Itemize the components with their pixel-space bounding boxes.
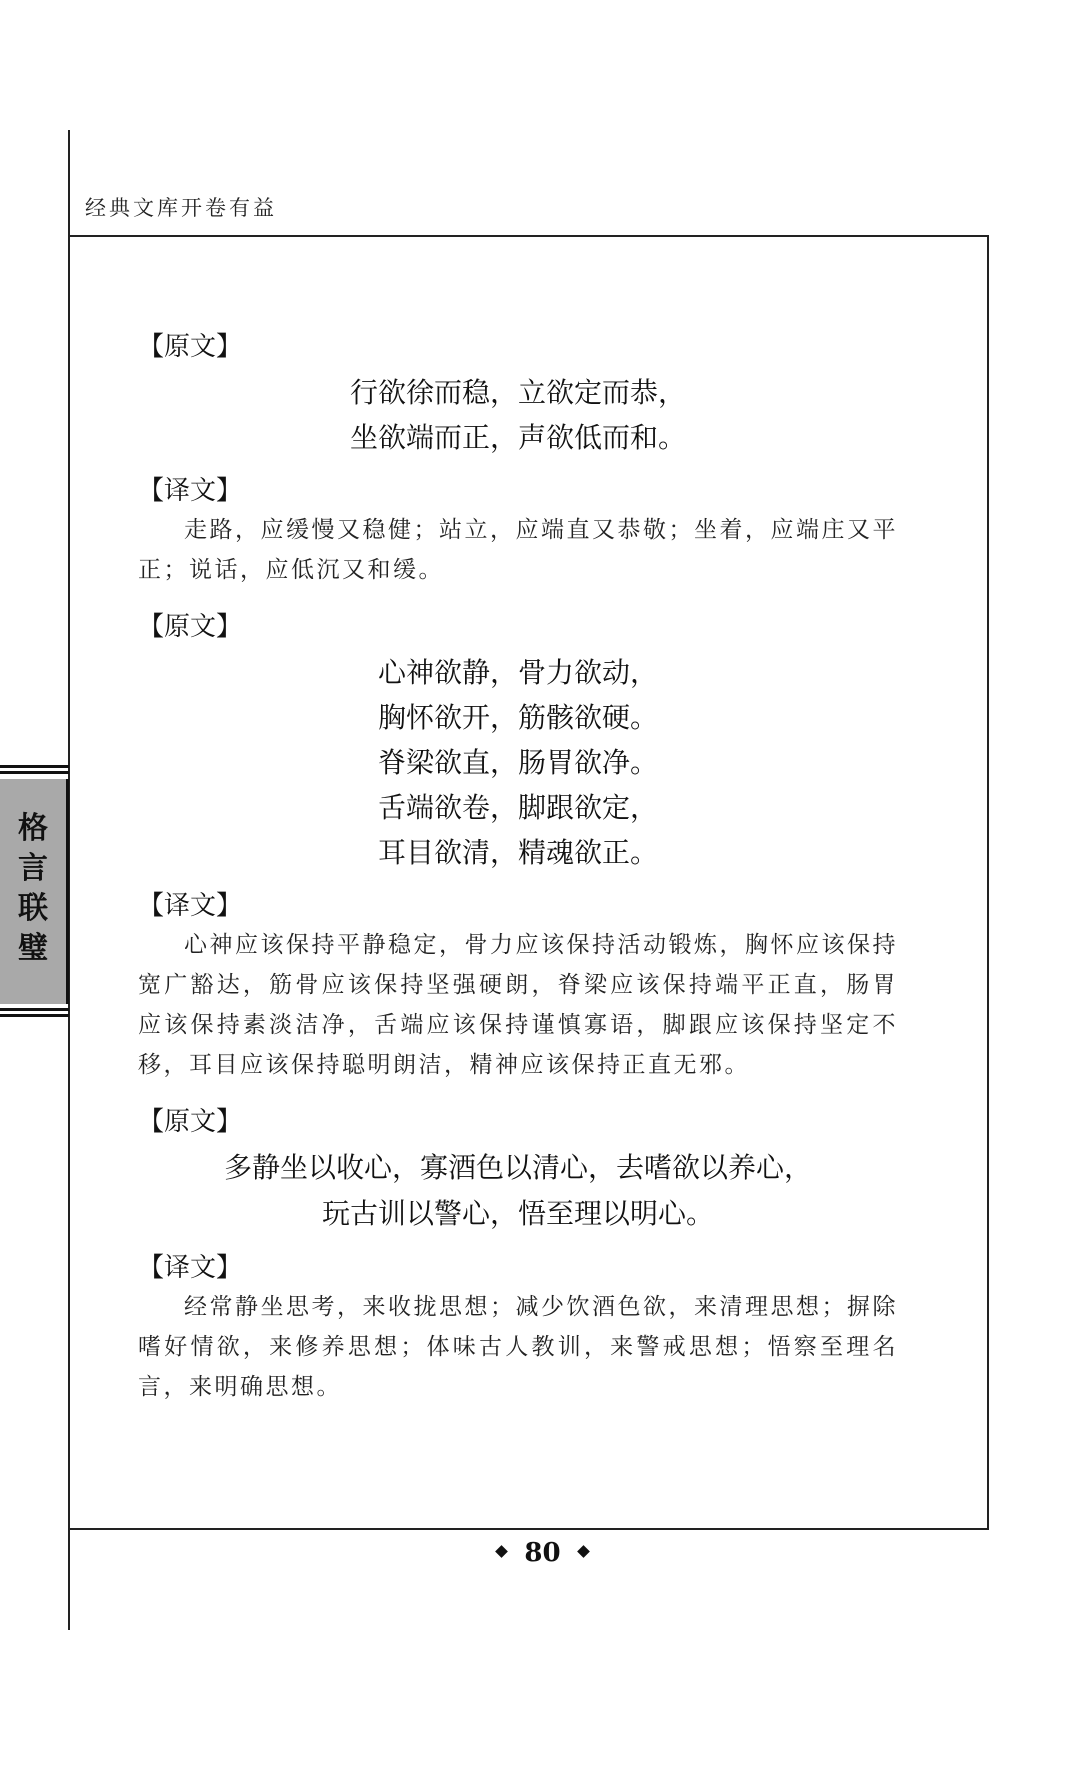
side-thumb-tab <box>0 765 69 1020</box>
section-label-original: 【原文】 <box>138 612 243 642</box>
verse-line: 脊梁欲直，肠胃欲净。 <box>377 746 658 779</box>
translation-text: 心神应该保持平静稳定，骨力应该保持活动锻炼，胸怀应该保持宽广豁达，筋骨应该保持坚强硬朗，脊梁应该保持端平正直，肠胃应该保持素淡洁净，舌端应该保持谨慎寡语，脚跟应该保持坚定不移，耳目应该保持聪明朗洁，精神应该保持正直无邪。 <box>138 932 898 1078</box>
section-label-original: 【原文】 <box>138 332 243 362</box>
tab-char: 言 <box>18 851 48 886</box>
original-verse-block <box>138 370 898 460</box>
verse-line: 坐欲端而正，声欲低而和。 <box>349 421 686 454</box>
tab-char: 璧 <box>18 931 48 966</box>
verse-line: 舌端欲卷，脚跟欲定， <box>377 791 658 824</box>
diamond-ornament-icon <box>496 1545 509 1558</box>
translation-block <box>138 1287 898 1407</box>
translation-block <box>138 510 898 590</box>
tab-bottom-rules <box>0 1008 69 1020</box>
running-header: 经典文库开卷有益 <box>85 196 277 220</box>
main-content <box>138 330 898 1427</box>
tab-char: 联 <box>18 891 48 926</box>
verse-line: 多静坐以收心，寡酒色以清心，去嗜欲以养心， <box>223 1151 812 1184</box>
tab-top-rules <box>0 765 69 777</box>
verse-line: 耳目欲清，精魂欲正。 <box>377 836 658 869</box>
tab-char: 格 <box>18 811 48 846</box>
translation-text: 走路，应缓慢又稳健；站立，应端直又恭敬；坐着，应端庄又平正；说话，应低沉又和缓。 <box>138 517 898 583</box>
diamond-ornament-icon <box>577 1545 590 1558</box>
section-label-translation: 【译文】 <box>138 1253 243 1283</box>
original-verse-block <box>138 1145 898 1237</box>
translation-text: 经常静坐思考，来收拢思想；减少饮酒色欲，来清理思想；摒除嗜好情欲，来修养思想；体味古人教训，来警戒思想；悟察至理名言，来明确思想。 <box>138 1294 898 1400</box>
section-label-translation: 【译文】 <box>138 891 243 921</box>
page-number: 80 <box>524 1538 561 1568</box>
page-number-footer <box>0 1538 1085 1568</box>
verse-line: 心神欲静，骨力欲动， <box>377 656 658 689</box>
verse-line: 行欲徐而稳，立欲定而恭， <box>349 376 686 409</box>
section-label-original: 【原文】 <box>138 1107 243 1137</box>
original-verse-block <box>138 650 898 875</box>
verse-line: 胸怀欲开，筋骸欲硬。 <box>377 701 658 734</box>
translation-block <box>138 925 898 1085</box>
section-label-translation: 【译文】 <box>138 476 243 506</box>
verse-line: 玩古训以警心，悟至理以明心。 <box>321 1197 714 1230</box>
tab-label <box>8 809 58 969</box>
tab-body <box>0 779 69 1004</box>
